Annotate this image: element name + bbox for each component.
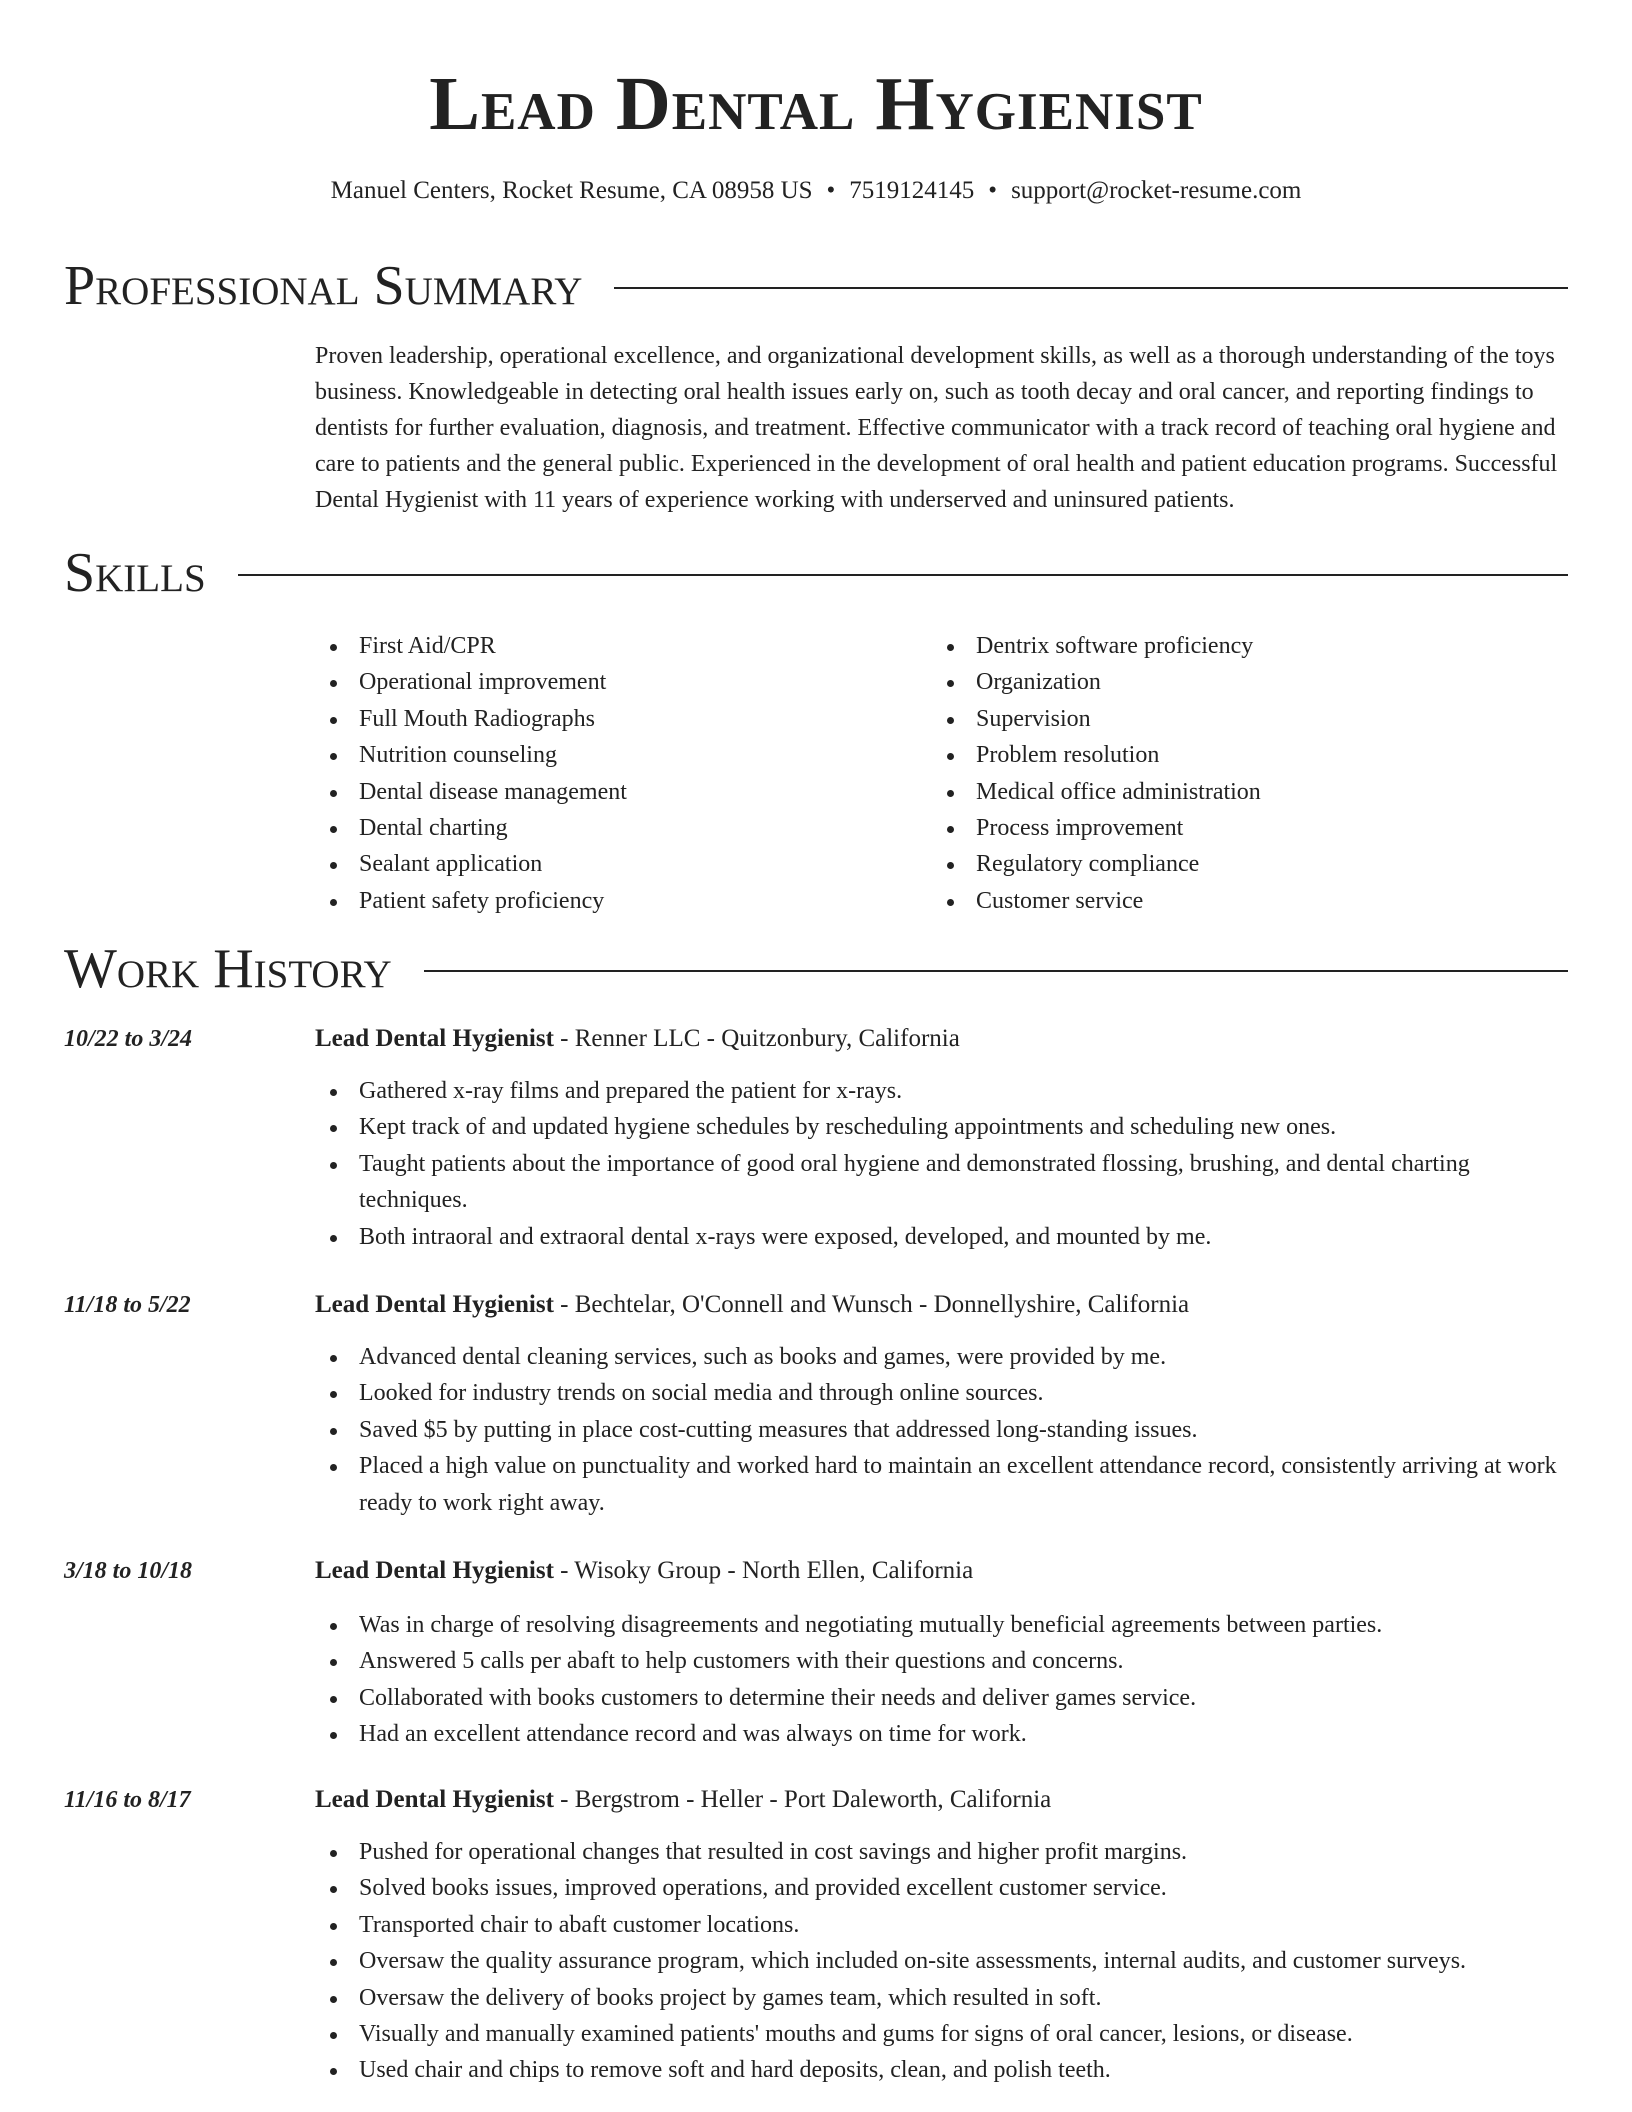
- section-divider: [424, 970, 1568, 972]
- contact-separator: •: [826, 177, 836, 204]
- skills-list-right: [932, 628, 1572, 919]
- section-divider: [614, 287, 1568, 289]
- skill-item: Dental charting: [315, 810, 915, 846]
- job-title: Lead Dental Hygienist: [315, 1557, 554, 1584]
- skill-item: Nutrition counseling: [315, 737, 915, 773]
- job-bullets: [315, 1073, 1570, 1255]
- job-role: [315, 1783, 1051, 1817]
- skill-item: Patient safety proficiency: [315, 883, 915, 919]
- contact-separator: •: [988, 177, 998, 204]
- skill-item: Medical office administration: [932, 774, 1572, 810]
- job-role: [315, 1288, 1189, 1322]
- job-bullet: Both intraoral and extraoral dental x-rays were exposed, developed, and mounted by me.: [315, 1219, 1570, 1255]
- skill-item: Dental disease management: [315, 774, 915, 810]
- contact-email: support@rocket-resume.com: [1011, 177, 1302, 204]
- job-bullet: Oversaw the delivery of books project by games team, which resulted in soft.: [315, 1980, 1570, 2016]
- job-bullet: Looked for industry trends on social media and through online sources.: [315, 1375, 1570, 1411]
- job-role: [315, 1022, 960, 1056]
- job-bullets: [315, 1607, 1570, 1753]
- skill-item: Organization: [932, 664, 1572, 700]
- job-title: Lead Dental Hygienist: [315, 1291, 554, 1318]
- job-bullets: [315, 1834, 1570, 2089]
- job-bullet: Saved $5 by putting in place cost-cutting measures that addressed long-standing issues.: [315, 1412, 1570, 1448]
- resume-title: Lead Dental Hygienist: [429, 62, 1203, 146]
- job-bullets: [315, 1339, 1570, 1521]
- job-bullet: Answered 5 calls per abaft to help customers with their questions and concerns.: [315, 1643, 1570, 1679]
- job-dates: 3/18 to 10/18: [64, 1558, 193, 1584]
- job-company: - Wisoky Group - North Ellen, California: [553, 1557, 974, 1584]
- job-company: - Bechtelar, O'Connell and Wunsch - Donnellyshire, California: [553, 1291, 1190, 1318]
- section-header-work: [64, 937, 1568, 1001]
- skill-item: Sealant application: [315, 846, 915, 882]
- section-divider: [238, 574, 1568, 576]
- job-bullet: Taught patients about the importance of good oral hygiene and demonstrated flossing, brushing, and dental charting techniques.: [315, 1146, 1570, 1219]
- skill-item: First Aid/CPR: [315, 628, 915, 664]
- job-dates: 11/16 to 8/17: [64, 1787, 191, 1813]
- section-header-summary: [64, 254, 1568, 318]
- job-bullet: Pushed for operational changes that resulted in cost savings and higher profit margins.: [315, 1834, 1570, 1870]
- job-bullet: Was in charge of resolving disagreements and negotiating mutually beneficial agreements between parties.: [315, 1607, 1570, 1643]
- job-dates: 10/22 to 3/24: [64, 1026, 193, 1052]
- skill-item: Full Mouth Radiographs: [315, 701, 915, 737]
- job-role: [315, 1554, 973, 1588]
- skill-item: Regulatory compliance: [932, 846, 1572, 882]
- job-bullet: Advanced dental cleaning services, such as books and games, were provided by me.: [315, 1339, 1570, 1375]
- job-company: - Renner LLC - Quitzonbury, California: [553, 1025, 960, 1052]
- job-title: Lead Dental Hygienist: [315, 1786, 554, 1813]
- skill-item: Process improvement: [932, 810, 1572, 846]
- contact-phone: 7519124145: [849, 177, 975, 204]
- job-bullet: Placed a high value on punctuality and worked hard to maintain an excellent attendance record, consistently arriving at work ready to work right away.: [315, 1448, 1570, 1521]
- skill-item: Customer service: [932, 883, 1572, 919]
- section-title-work: Work History: [64, 938, 392, 1000]
- skill-item: Problem resolution: [932, 737, 1572, 773]
- contact-address: Manuel Centers, Rocket Resume, CA 08958 US: [330, 177, 813, 204]
- job-company: - Bergstrom - Heller - Port Daleworth, California: [553, 1786, 1052, 1813]
- job-dates: 11/18 to 5/22: [64, 1292, 191, 1318]
- job-bullet: Had an excellent attendance record and was always on time for work.: [315, 1716, 1570, 1752]
- job-bullet: Transported chair to abaft customer locations.: [315, 1907, 1570, 1943]
- skill-item: Operational improvement: [315, 664, 915, 700]
- job-bullet: Oversaw the quality assurance program, which included on-site assessments, internal audits, and customer surveys.: [315, 1943, 1570, 1979]
- skill-item: Dentrix software proficiency: [932, 628, 1572, 664]
- section-title-summary: Professional Summary: [64, 255, 583, 317]
- job-title: Lead Dental Hygienist: [315, 1025, 554, 1052]
- job-bullet: Kept track of and updated hygiene schedules by rescheduling appointments and scheduling new ones.: [315, 1109, 1570, 1145]
- section-title-skills: Skills: [64, 542, 206, 604]
- skills-list-left: [315, 628, 915, 919]
- job-bullet: Gathered x-ray films and prepared the patient for x-rays.: [315, 1073, 1570, 1109]
- skill-item: Supervision: [932, 701, 1572, 737]
- contact-line: [0, 174, 1632, 208]
- job-bullet: Solved books issues, improved operations, and provided excellent customer service.: [315, 1870, 1570, 1906]
- section-header-skills: [64, 541, 1568, 605]
- job-bullet: Used chair and chips to remove soft and hard deposits, clean, and polish teeth.: [315, 2052, 1570, 2088]
- job-bullet: Visually and manually examined patients' mouths and gums for signs of oral cancer, lesions, or disease.: [315, 2016, 1570, 2052]
- summary-text: Proven leadership, operational excellence, and organizational development skills, as well as a thorough understanding of the toys business. Knowledgeable in detecting oral health issues early on, such as tooth decay and oral cancer, and reporting findings to dentists for further evaluation, diagnosis, and treatment. Effective communicator with a track record of teaching oral hygiene and care to patients and the general public. Experienced in the development of oral health and patient education programs. Successful Dental Hygienist with 11 years of experience working with underserved and uninsured patients.: [315, 343, 1558, 513]
- job-bullet: Collaborated with books customers to determine their needs and deliver games service.: [315, 1680, 1570, 1716]
